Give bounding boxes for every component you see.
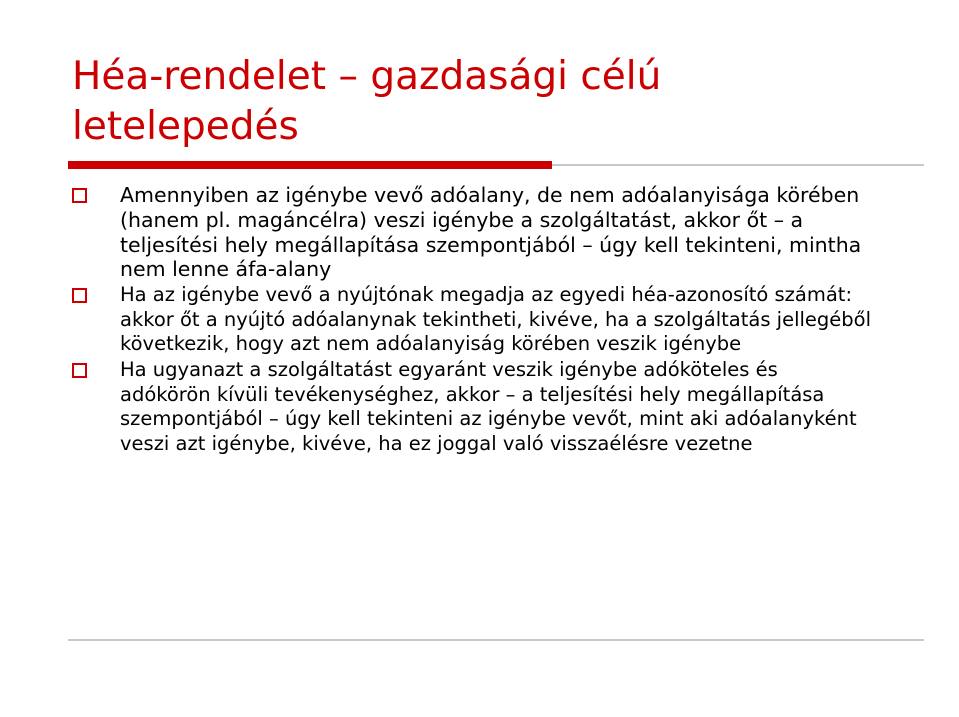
slide-title: Héa-rendelet – gazdasági célú letelepedés (72, 54, 662, 149)
footer-rule (68, 639, 924, 641)
bullet-item (72, 358, 872, 456)
bullet-text: Ha az igénybe vevő a nyújtónak megadja az egyedi héa-azonosító számát: akkor őt a nyújtó adóalanynak tekintheti, kivéve, ha a szolgáltatás jellegéből következik, hogy azt nem adóalanyiság körében veszik igénybe (120, 283, 872, 356)
bullet-text: Amennyiben az igénybe vevő adóalany, de nem adóalanyisága körében (hanem pl. magáncélra) veszi igénybe a szolgáltatást, akkor őt – a teljesítési hely megállapítása szempontjából – úgy kell tekinteni, mintha nem lenne áfa-alany (120, 183, 862, 282)
title-underline-rule (552, 164, 924, 166)
hollow-square-icon (72, 363, 87, 378)
bullet-item (72, 183, 872, 282)
title-underline-accent (68, 161, 552, 169)
bullet-text: Ha ugyanazt a szolgáltatást egyaránt veszik igénybe adóköteles és adókörön kívüli tevékenységhez, akkor – a teljesítési hely megállapítása szempontjából – úgy kell tekinteni az igénybe vevőt, mint aki adóalanyként veszi azt igénybe, kivéve, ha ez joggal való visszaélésre vezetne (120, 357, 857, 455)
bullet-list (72, 183, 872, 457)
hollow-square-icon (72, 288, 87, 303)
bullet-item (72, 283, 872, 357)
hollow-square-icon (72, 188, 87, 203)
